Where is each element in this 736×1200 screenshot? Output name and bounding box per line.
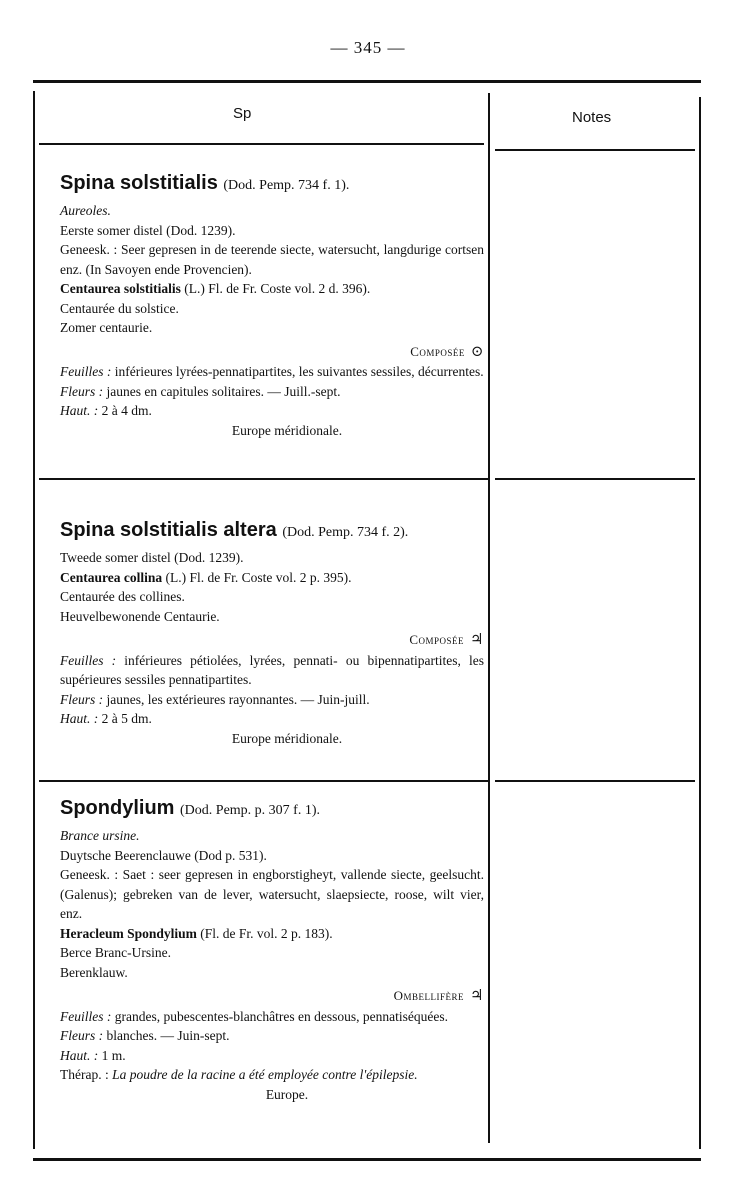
header-rule-left xyxy=(39,143,484,145)
french-name: Brance ursine. xyxy=(60,828,140,843)
medicinal-note: Geneesk. : Saet : seer gepresen in engborstigheyt, vallende siecte, geelsucht. (Galenus); gebreken van de lever, watersucht, slaepsiecte, roose, wilt vier, enz. xyxy=(60,867,484,921)
french-common-name: Berce Branc-Ursine. xyxy=(60,945,171,960)
page-number: — 345 — xyxy=(330,38,406,57)
family-label: Ombellifère xyxy=(393,988,465,1003)
medicinal-note: Geneesk. : Seer gepresen in de teerende siecte, watersucht, langdurige cortsen enz. (In Savoyen ende Provencien). xyxy=(60,242,484,277)
dutch-common-name: Zomer centaurie. xyxy=(60,320,153,335)
latin-name: Heracleum Spondylium xyxy=(60,925,197,941)
entry-heading xyxy=(60,795,484,824)
table-left-border xyxy=(33,91,35,1149)
entry-reference: (Dod. Pemp. 734 f. 2). xyxy=(282,525,409,540)
entry-heading xyxy=(60,517,484,546)
dutch-name: Eerste somer distel (Dod. 1239). xyxy=(60,222,236,238)
family-label: Composée xyxy=(409,632,465,647)
region: Europe méridionale. xyxy=(231,422,343,438)
therap-label: Thérap. : xyxy=(60,1067,109,1082)
french-name: Aureoles. xyxy=(60,203,111,218)
column-divider xyxy=(488,93,490,1143)
section-rule-right-2 xyxy=(495,780,695,782)
fleurs-label: Fleurs : xyxy=(60,691,104,707)
fleurs-text: jaunes, les extérieures rayonnantes. — Juin-juill. xyxy=(106,691,370,707)
french-common-name: Centaurée du solstice. xyxy=(60,300,179,316)
section-rule-right-1 xyxy=(495,478,695,480)
latin-reference: (L.) Fl. de Fr. Coste vol. 2 p. 395). xyxy=(165,569,352,585)
latin-name: Centaurea collina xyxy=(60,569,163,585)
lifecycle-symbol: ♃ xyxy=(470,988,484,1004)
fleurs-text: blanches. — Juin-sept. xyxy=(106,1028,230,1043)
fleurs-label: Fleurs : xyxy=(60,1028,104,1043)
dutch-name: Duytsche Beerenclauwe (Dod p. 531). xyxy=(60,847,267,863)
feuilles-text: inférieures pétiolées, lyrées, pennati- ou bipennatipartites, les supérieures sessiles pennatipartites. xyxy=(60,652,484,687)
section-rule-left-1 xyxy=(39,478,489,480)
entry-heading xyxy=(60,170,484,199)
french-common-name: Centaurée des collines. xyxy=(60,589,185,604)
feuilles-label: Feuilles : xyxy=(60,652,117,668)
dutch-common-name: Berenklauw. xyxy=(60,964,128,980)
entry-spina-solstitialis xyxy=(60,170,484,440)
table-right-border xyxy=(699,97,701,1149)
column-header-sp: Sp xyxy=(233,105,252,122)
entry-name: Spina solstitialis altera xyxy=(60,519,277,541)
haut-label: Haut. : xyxy=(60,403,99,418)
lifecycle-symbol: ♃ xyxy=(470,632,484,648)
latin-name: Centaurea solstitialis xyxy=(60,281,181,296)
lifecycle-symbol: ⊙ xyxy=(470,343,484,360)
feuilles-label: Feuilles : xyxy=(60,364,112,379)
haut-text: 1 m. xyxy=(101,1047,126,1063)
haut-label: Haut. : xyxy=(60,711,99,726)
entry-reference: (Dod. Pemp. 734 f. 1). xyxy=(223,178,350,193)
region: Europe méridionale. xyxy=(231,730,343,746)
plant-family xyxy=(60,630,484,651)
dutch-name: Tweede somer distel (Dod. 1239). xyxy=(60,550,244,565)
haut-label: Haut. : xyxy=(60,1047,99,1063)
section-rule-left-2 xyxy=(39,780,489,782)
feuilles-label: Feuilles : xyxy=(60,1008,112,1024)
entry-spina-solstitialis-altera xyxy=(60,517,484,748)
entry-name: Spina solstitialis xyxy=(60,172,218,194)
region: Europe. xyxy=(265,1086,309,1102)
plant-family xyxy=(60,986,484,1007)
feuilles-text: inférieures lyrées-pennatipartites, les suivantes sessiles, décurrentes. xyxy=(114,364,484,379)
header-rule-right xyxy=(495,149,695,151)
feuilles-text: grandes, pubescentes-blanchâtres en dessous, pennatiséquées. xyxy=(114,1008,448,1024)
latin-reference: (Fl. de Fr. vol. 2 p. 183). xyxy=(200,925,333,941)
latin-reference: (L.) Fl. de Fr. Coste vol. 2 d. 396). xyxy=(184,281,371,296)
therap-text: La poudre de la racine a été employée contre l'épilepsie. xyxy=(112,1067,418,1082)
fleurs-label: Fleurs : xyxy=(60,383,104,399)
haut-text: 2 à 5 dm. xyxy=(101,711,152,726)
entry-reference: (Dod. Pemp. p. 307 f. 1). xyxy=(180,803,321,818)
plant-family xyxy=(60,342,484,363)
fleurs-text: jaunes en capitules solitaires. — Juill.-sept. xyxy=(106,383,341,399)
dutch-common-name: Heuvelbewonende Centaurie. xyxy=(60,608,220,624)
column-header-notes: Notes xyxy=(572,109,612,126)
haut-text: 2 à 4 dm. xyxy=(101,403,152,418)
entry-name: Spondylium xyxy=(60,797,175,819)
entry-spondylium xyxy=(60,795,484,1104)
family-label: Composée xyxy=(410,343,465,359)
